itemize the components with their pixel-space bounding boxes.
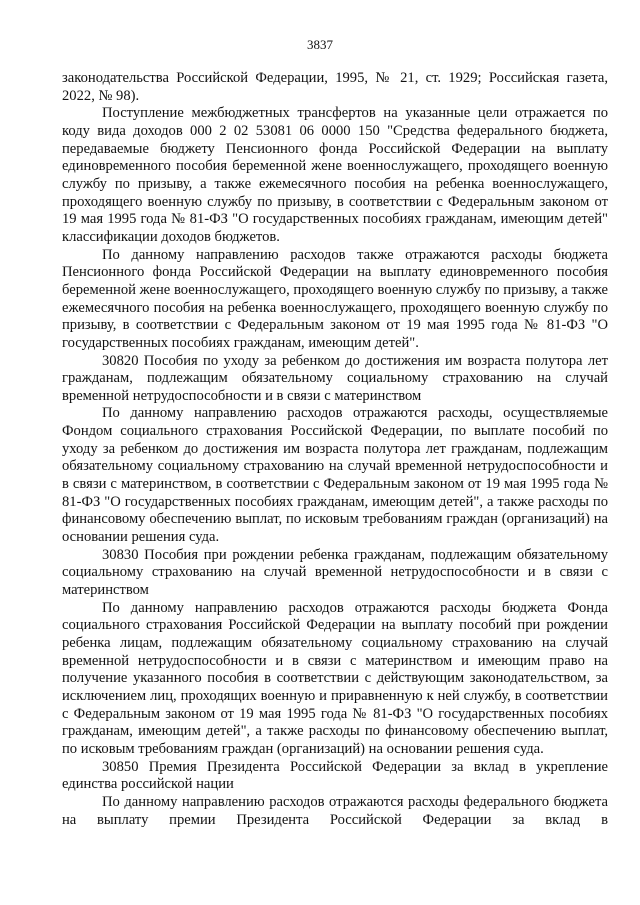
heading-30830: 30830 Пособия при рождении ребенка гражданам, подлежащим обязательному социальному страхованию на случай временной нетрудоспособности и в связи с материнством [62,546,608,599]
paragraph-continuation: законодательства Российской Федерации, 1995, № 21, ст. 1929; Российская газета, 2022, № 98). [62,70,608,104]
document-body [62,70,608,829]
paragraph-30830-description: По данному направлению расходов отражаются расходы бюджета Фонда социального страхования Российской Федерации на выплату пособий при рождении ребенка лицам, подлежащим обязательному социальному страхованию на случай временной нетрудоспособности и в связи с материнством и имеющим право на получение указанного пособия в соответствии с действующим законодательством, за исключением лиц, проходящих военную и приравненную к ней службу, в соответствии с Федеральным законом от 19 мая 1995 года № 81-ФЗ "О государственных пособиях гражданам, имеющим детей", а также расходы по финансовому обеспечению выплат, по исковым требованиям граждан (организаций) на основании решения суда. [62,599,608,757]
heading-30850: 30850 Премия Президента Российской Федерации за вклад в укрепление единства российской нации [62,758,608,793]
paragraph-30820-description: По данному направлению расходов отражаются расходы, осуществляемые Фондом социального страхования Российской Федерации, по выплате пособий по уходу за ребенком до достижения им возраста полутора лет гражданам, подлежащим обязательному социальному страхованию на случай временной нетрудоспособности и в связи с материнством, в соответствии с Федеральным законом от 19 мая 1995 года № 81-ФЗ "О государственных пособиях гражданам, имеющим детей", а также расходы по финансовому обеспечению выплат, по исковым требованиям граждан (организаций) на основании решения суда. [62,405,608,546]
paragraph-pension-fund-expenses: По данному направлению расходов также отражаются расходы бюджета Пенсионного фонда Российской Федерации на выплату единовременного пособия беременной жене военнослужащего, проходящего военную службу по призыву, а также ежемесячного пособия на ребенка военнослужащего, проходящего военную службу по призыву, в соответствии с Федеральным законом от 19 мая 1995 года № 81-ФЗ "О государственных пособиях гражданам, имеющим детей". [62,246,608,351]
paragraph-30850-description: По данному направлению расходов отражаются расходы федерального бюджета на выплату премии Президента Российской Федерации за вклад в [62,793,608,828]
heading-30820: 30820 Пособия по уходу за ребенком до достижения им возраста полутора лет гражданам, подлежащим обязательному социальному страхованию на случай временной нетрудоспособности и в связи с материнством [62,352,608,404]
page-number: 3837 [307,37,333,52]
paragraph-transfers-receipt: Поступление межбюджетных трансфертов на указанные цели отражается по коду вида доходов 000 2 02 53081 06 0000 150 "Средства федерального бюджета, передаваемые бюджету Пенсионного фонда Российской Федерации на выплату единовременного пособия беременной жене военнослужащего, проходящего военную службу по призыву, а также ежемесячного пособия на ребенка военнослужащего, проходящего военную службу по призыву, в соответствии с Федеральным законом от 19 мая 1995 года № 81-ФЗ "О государственных пособиях гражданам, имеющим детей" классификации доходов бюджетов. [62,105,608,245]
